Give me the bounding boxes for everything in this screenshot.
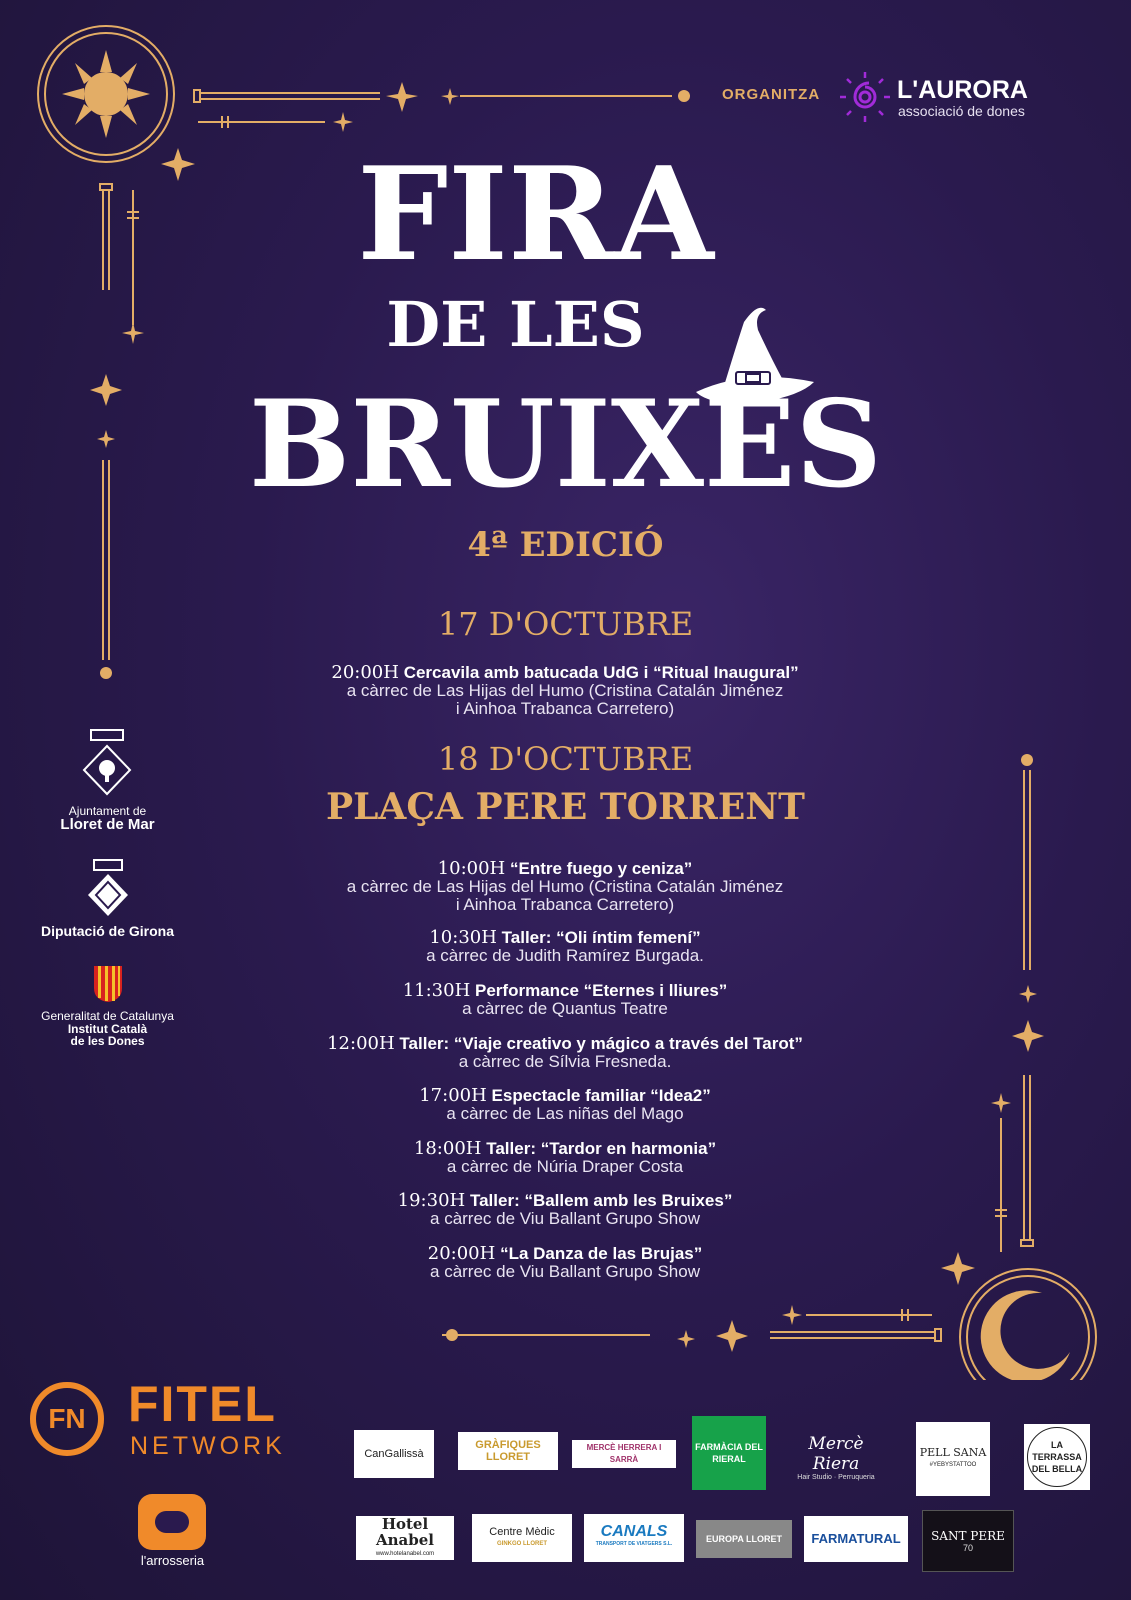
title-de-les: DE LES: [386, 288, 645, 361]
event-by: a càrrec de Viu Ballant Grupo Show: [430, 1262, 700, 1281]
sponsor-sublabel: #YEBYSTATTOO: [929, 1462, 977, 1468]
sponsor-sant-pere: [922, 1510, 1014, 1572]
event-activity: “La Danza de las Brujas”: [500, 1244, 703, 1263]
org-subtitle: associació de dones: [898, 103, 1025, 119]
aurora-spiral-icon: [838, 70, 892, 124]
event-by: a càrrec de Núria Draper Costa: [446, 1157, 684, 1176]
event-by: a càrrec de Las niñas del Mago: [446, 1104, 684, 1123]
organitza-label: ORGANITZA: [722, 86, 821, 103]
diputacio-shield-icon: [86, 858, 130, 920]
day2-place: PLAÇA PERE TORRENT: [326, 786, 805, 828]
institut-line2: de les Dones: [70, 1034, 145, 1048]
ajuntament-line2: Lloret de Mar: [60, 816, 155, 833]
sponsor-farmatural: [804, 1516, 908, 1562]
arrosseria-logo: [138, 1494, 206, 1550]
sponsor-label: FARMATURAL: [811, 1531, 901, 1546]
day2-event: [230, 982, 900, 1018]
event-time: 18:00H: [413, 1138, 482, 1159]
sponsor-cangallissa: [354, 1430, 434, 1478]
day2-event: [230, 1087, 900, 1123]
sponsor-merce-riera: [786, 1434, 886, 1481]
sponsor-label: FARMÀCIA DEL RIERAL: [695, 1442, 763, 1464]
diputacio-label: Diputació de Girona: [40, 923, 174, 939]
event-by: a càrrec de Quantus Teatre: [462, 999, 668, 1018]
event-by: a càrrec de Sílvia Fresneda.: [458, 1052, 672, 1071]
sponsor-sublabel: GINKGO LLORET: [497, 1541, 547, 1547]
sponsor-grafiques-lloret: [458, 1432, 558, 1470]
event-time: 12:00H: [327, 1033, 395, 1054]
sponsor-label: Centre Mèdic: [489, 1526, 555, 1538]
sponsor-europa-lloret: [696, 1520, 792, 1558]
sponsor-label: PELL SANA: [919, 1446, 987, 1459]
sponsor-centre-medic: [472, 1514, 572, 1562]
sponsor-label: Mercè Riera: [808, 1434, 864, 1474]
sponsor-label: LA TERRASSA DEL BELLA: [1031, 1440, 1083, 1474]
day2-date: 18 D'OCTUBRE: [437, 740, 694, 778]
ajuntament-shield-icon: [82, 728, 132, 798]
sponsor-farmacia-rieral: [692, 1416, 766, 1490]
event-time: 19:30H: [397, 1190, 466, 1211]
day2-event: [230, 929, 900, 965]
event-by-2: i Ainhoa Trabanca Carretero): [455, 699, 675, 718]
day2-event: [230, 860, 900, 914]
event-activity: Taller: “Tardor en harmonia”: [486, 1139, 717, 1158]
event-by: a càrrec de Viu Ballant Grupo Show: [430, 1209, 700, 1228]
event-activity: Taller: “Oli íntim femení”: [501, 928, 701, 947]
event-time: 20:00H: [331, 662, 399, 683]
day2-event: [230, 1035, 900, 1071]
title-bruixes: BRUIXES: [248, 374, 883, 515]
sponsor-sublabel: 70: [962, 1543, 973, 1553]
day2-event: [230, 1245, 900, 1281]
event-time: 11:30H: [402, 980, 471, 1001]
event-by: a càrrec de Las Hijas del Humo (Cristina Catalán Jiménez: [346, 681, 784, 700]
edition: 4ª EDICIÓ: [467, 525, 664, 565]
sponsor-sublabel: www.hotelanabel.com: [375, 1551, 435, 1557]
sponsor-la-terrassa: [1024, 1424, 1090, 1490]
sponsor-hotel-anabel: [356, 1516, 454, 1560]
event-time: 10:00H: [437, 858, 506, 879]
sponsor-canals: [584, 1514, 684, 1562]
event-activity: Performance “Eternes i lliures”: [475, 981, 728, 1000]
event-activity: “Entre fuego y ceniza”: [509, 859, 693, 878]
sponsor-label: EUROPA LLORET: [706, 1534, 782, 1544]
event-time: 20:00H: [427, 1243, 496, 1264]
title-fira: FIRA: [357, 140, 714, 290]
event-by: a càrrec de Las Hijas del Humo (Cristina Catalán Jiménez: [346, 877, 784, 896]
day1-date: 17 D'OCTUBRE: [437, 605, 694, 643]
fitel-network: NETWORK: [130, 1432, 286, 1460]
fitel-badge: [30, 1382, 104, 1456]
day2-event: [230, 1192, 900, 1228]
sponsor-pell-sana: [916, 1422, 990, 1496]
sponsor-label: CanGallissà: [364, 1448, 424, 1460]
ajuntament-line1: Ajuntament de: [68, 804, 147, 818]
event-time: 17:00H: [419, 1085, 487, 1106]
event-activity: Taller: “Viaje creativo y mágico a través del Tarot”: [399, 1034, 803, 1053]
arrosseria-label: l'arrosseria: [140, 1553, 205, 1568]
sponsor-label: SANT PERE: [931, 1529, 1005, 1543]
generalitat-flag-icon: [92, 964, 124, 1004]
event-by: a càrrec de Judith Ramírez Burgada.: [426, 946, 704, 965]
event-time: 10:30H: [429, 927, 497, 948]
event-by-2: i Ainhoa Trabanca Carretero): [455, 895, 675, 914]
sponsor-merce-herrera: [572, 1440, 676, 1468]
event-activity: Cercavila amb batucada UdG i “Ritual Inaugural”: [403, 663, 799, 682]
generalitat-label: Generalitat de Catalunya: [41, 1009, 174, 1023]
day2-event: [230, 1140, 900, 1176]
day1-event: [230, 664, 900, 718]
sponsor-label: CANALS: [600, 1523, 668, 1540]
sponsor-label: GRÀFIQUES LLORET: [475, 1439, 541, 1463]
fitel-badge-text: FN: [48, 1403, 86, 1434]
event-activity: Taller: “Ballem amb les Bruixes”: [469, 1191, 733, 1210]
sponsor-label: MERCÈ HERRERA I SARRÀ: [586, 1443, 662, 1464]
org-name: L'AURORA: [897, 76, 1028, 104]
fitel-name: FITEL: [128, 1376, 277, 1432]
sponsor-sublabel: TRANSPORT DE VIATGERS S.L.: [595, 1541, 673, 1547]
sponsor-sublabel: Hair Studio · Perruqueria: [797, 1474, 875, 1481]
institut-line1: Institut Català: [67, 1022, 148, 1036]
sponsor-label: Hotel Anabel: [376, 1515, 434, 1549]
event-activity: Espectacle familiar “Idea2”: [491, 1086, 711, 1105]
